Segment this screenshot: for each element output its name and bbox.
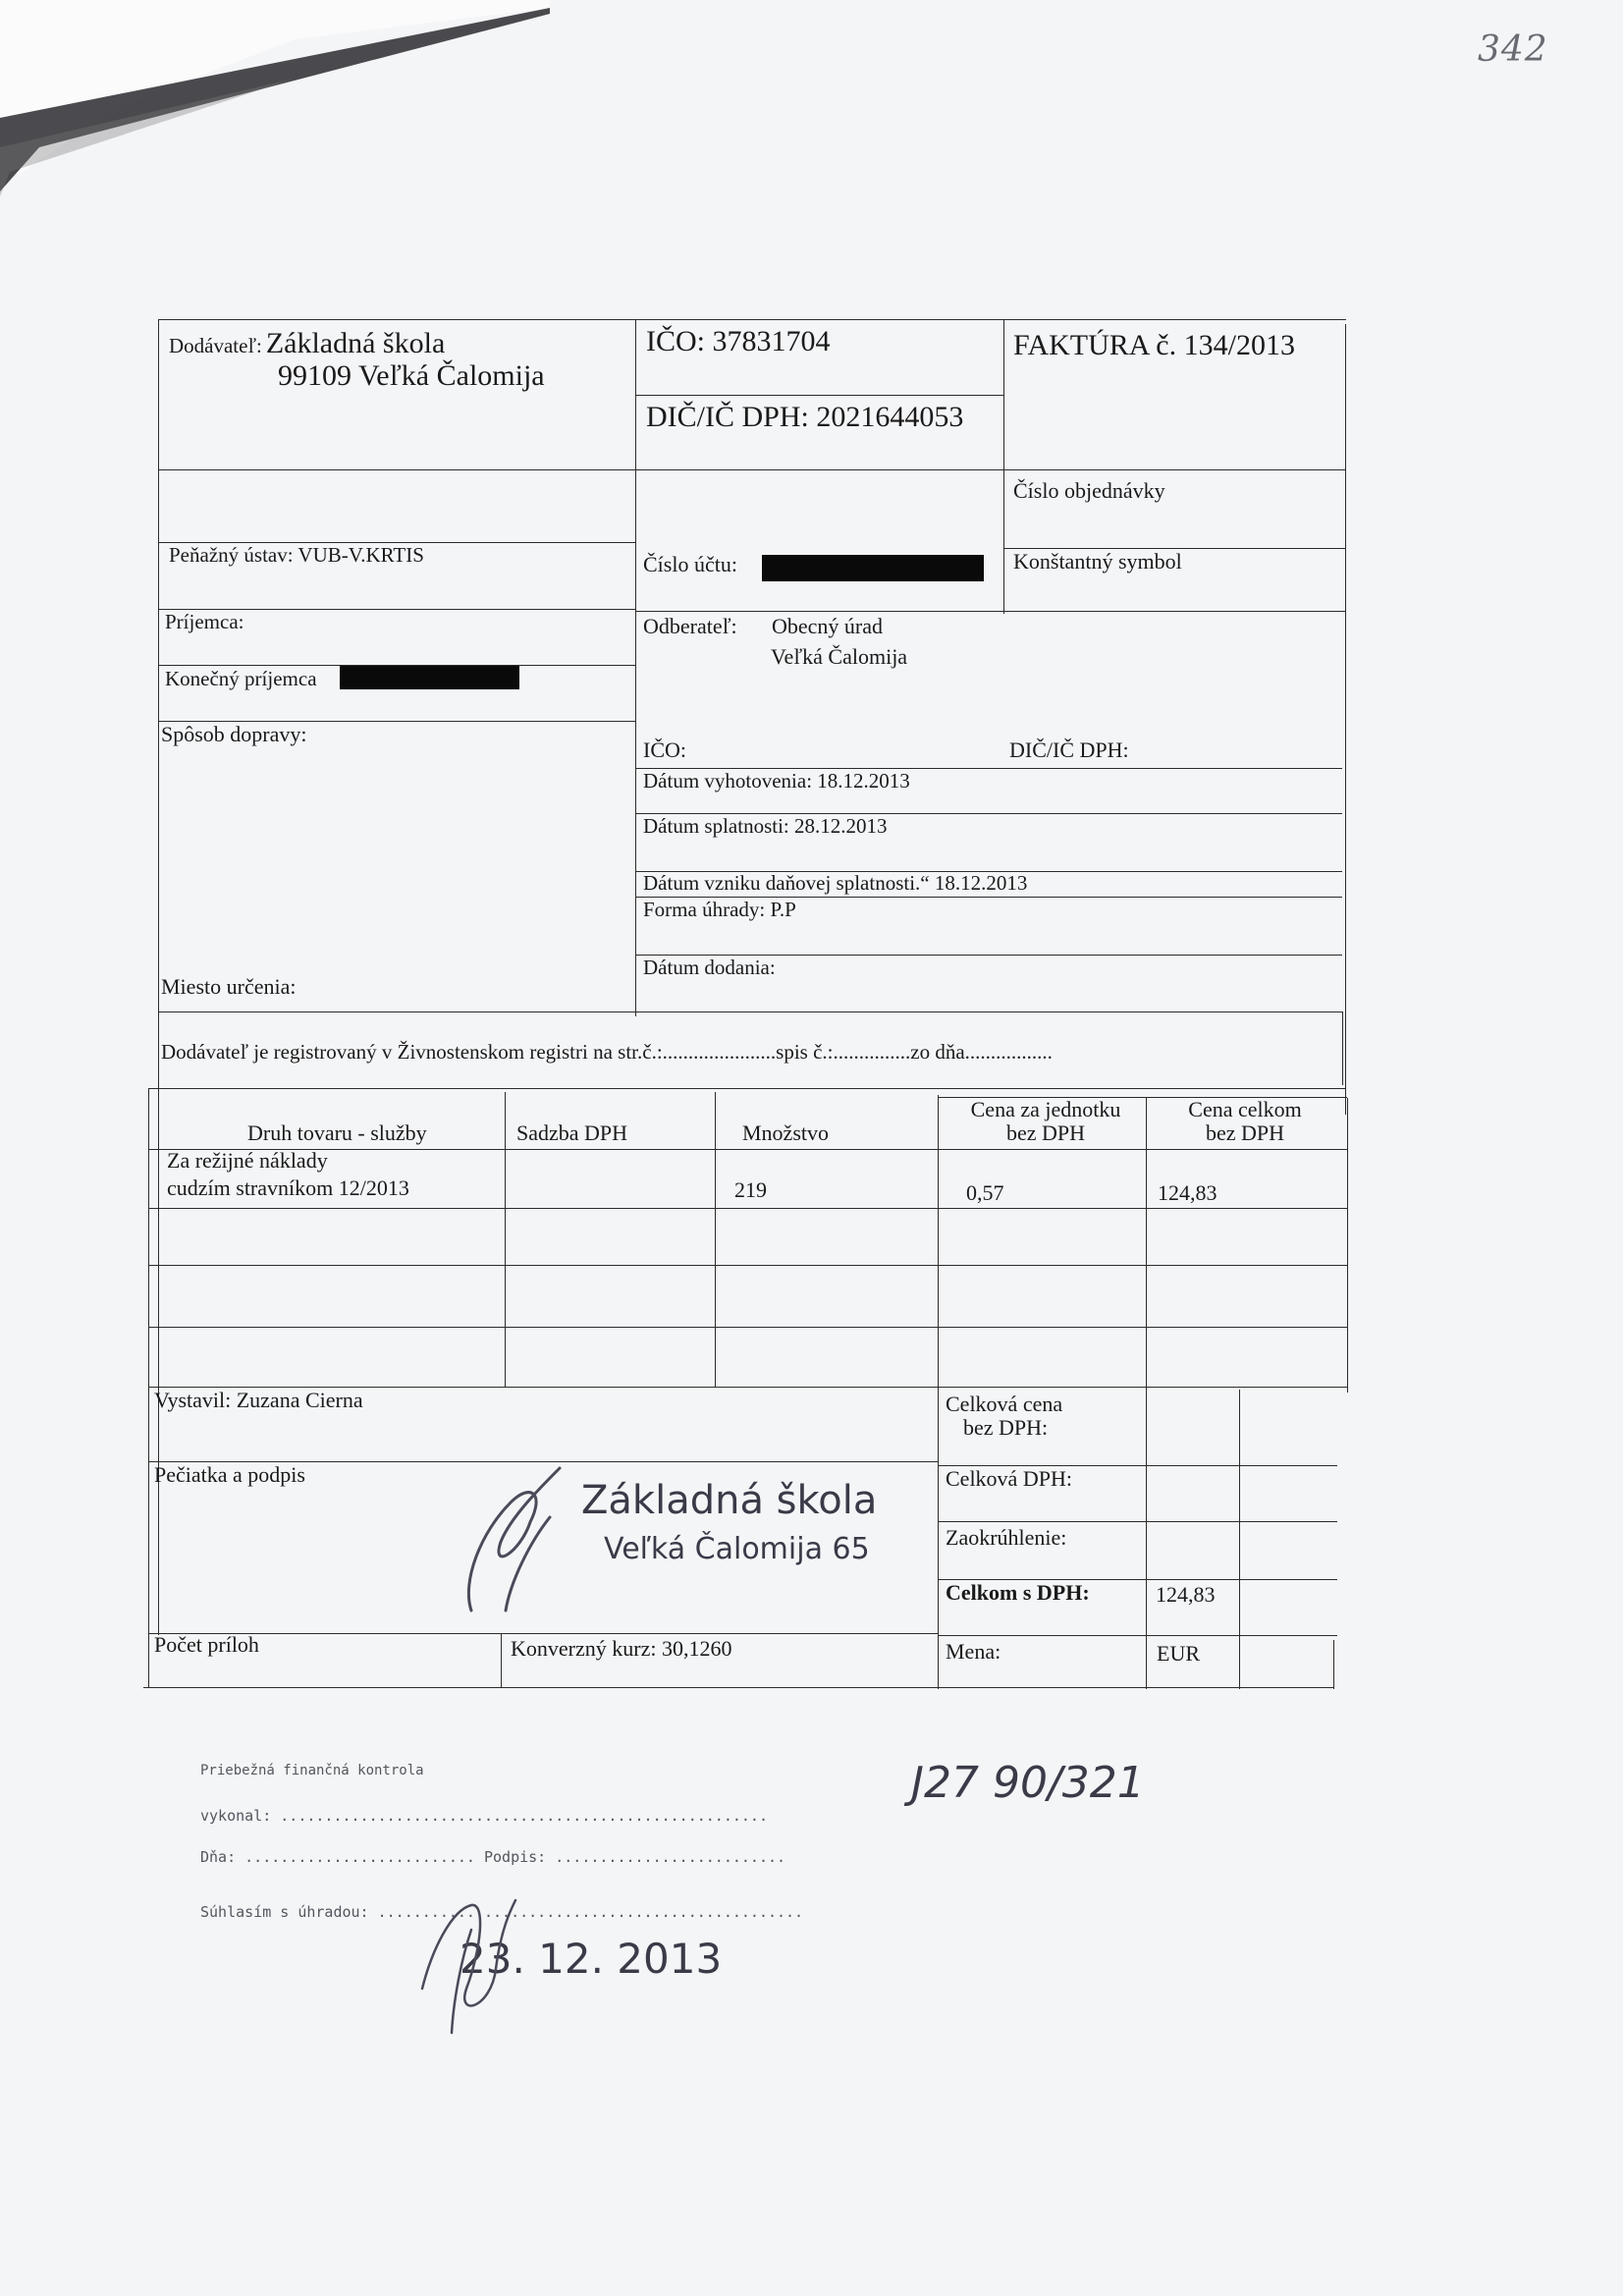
item-desc-line1: Za režijné náklady: [167, 1148, 328, 1173]
total-vat-label: Celková DPH:: [946, 1466, 1072, 1491]
col-unit-price-header-line2: bez DPH: [1005, 1121, 1086, 1146]
tax-date: Dátum vzniku daňovej splatnosti.“ 18.12.2013: [643, 871, 1028, 895]
rounding-label: Zaokrúhlenie:: [946, 1525, 1067, 1550]
currency-value: EUR: [1157, 1641, 1200, 1666]
customer-label: Odberateľ:: [643, 614, 737, 638]
order-number-label: Číslo objednávky: [1013, 478, 1165, 503]
col-total-header-line2: bez DPH: [1205, 1121, 1285, 1146]
stamp-line1: Základná škola: [581, 1478, 878, 1523]
control-agreement: Súhlasím s úhradou: ................................................: [200, 1903, 804, 1921]
total-with-vat-label: Celkom s DPH:: [946, 1580, 1090, 1605]
stamp-line2: Veľká Čalomija 65: [604, 1532, 870, 1566]
bank-name: Peňažný ústav: VUB-V.KRTIS: [169, 543, 424, 567]
constant-symbol-label: Konštantný symbol: [1013, 549, 1182, 574]
control-date-sign: Dňa: .......................... Podpis: ..........................: [200, 1848, 786, 1866]
item-desc-line2: cudzím stravníkom 12/2013: [167, 1175, 409, 1200]
col-goods-header: Druh tovaru - služby: [247, 1121, 427, 1145]
customer-name: Obecný úrad: [772, 614, 884, 638]
handwritten-date: 23. 12. 2013: [460, 1935, 723, 1983]
due-date: Dátum splatnosti: 28.12.2013: [643, 814, 888, 838]
currency-label: Mena:: [946, 1639, 1001, 1664]
redacted-final-recipient: [340, 666, 519, 689]
recipient-label: Príjemca:: [165, 610, 244, 633]
redacted-account-number: [762, 555, 984, 581]
handwritten-reference: J27 90/321: [911, 1758, 1145, 1808]
issued-by: Vystavil: Zuzana Cierna: [154, 1388, 363, 1412]
conversion-rate: Konverzný kurz: 30,1260: [511, 1636, 732, 1661]
customer-ico-label: IČO:: [643, 738, 686, 762]
destination-label: Miesto určenia:: [161, 974, 297, 999]
supplier-label: Dodávateľ:: [169, 334, 262, 357]
customer-address: Veľká Čalomija: [771, 644, 908, 669]
page-number-handwritten: 342: [1478, 29, 1548, 70]
col-total-header: [1147, 1098, 1343, 1145]
total-with-vat-value: 124,83: [1156, 1582, 1216, 1607]
final-recipient-label: Konečný príjemca: [165, 667, 317, 690]
item-total: 124,83: [1158, 1180, 1217, 1205]
attachments-label: Počet príloh: [154, 1632, 259, 1657]
supplier-address: 99109 Veľká Čalomija: [278, 359, 545, 392]
delivery-date-label: Dátum dodania:: [643, 956, 776, 979]
supplier-ico: IČO: 37831704: [646, 325, 831, 357]
account-label: Číslo účtu:: [643, 552, 737, 576]
invoice-number: FAKTÚRA č. 134/2013: [1013, 329, 1295, 361]
item-unit-price: 0,57: [966, 1180, 1004, 1205]
transport-label: Spôsob dopravy:: [161, 722, 307, 746]
item-quantity: 219: [734, 1177, 767, 1202]
issue-date: Dátum vyhotovenia: 18.12.2013: [643, 769, 910, 793]
col-total-header-line1: Cena celkom: [1188, 1097, 1302, 1121]
total-no-vat-label-line2: bez DPH:: [963, 1415, 1049, 1441]
stamp-label: Pečiatka a podpis: [154, 1462, 305, 1487]
total-no-vat-label: [946, 1393, 1062, 1440]
customer-dic-label: DIČ/IČ DPH:: [1009, 738, 1129, 762]
col-vat-header: Sadzba DPH: [516, 1121, 628, 1145]
registry-line: Dodávateľ je registrovaný v Živnostenskom registri na str.č.:......................spis č.:...............zo dňa.................: [161, 1040, 1053, 1064]
col-unit-price-header: [943, 1098, 1149, 1145]
col-quantity-header: Množstvo: [742, 1121, 829, 1145]
signature-scribble: [452, 1463, 569, 1620]
control-title: Priebežná finančná kontrola: [200, 1763, 424, 1778]
col-unit-price-header-line1: Cena za jednotku: [970, 1097, 1121, 1121]
page-fold-shadow: [0, 0, 550, 196]
control-performed: vykonal: .......................................................: [200, 1807, 768, 1825]
supplier-block: [169, 327, 445, 359]
total-no-vat-label-line1: Celková cena: [946, 1392, 1063, 1416]
control-signature-scribble: [412, 1890, 520, 2038]
supplier-name: Základná škola: [265, 327, 446, 359]
supplier-dic: DIČ/IČ DPH: 2021644053: [646, 401, 964, 433]
payment-form: Forma úhrady: P.P: [643, 898, 796, 921]
